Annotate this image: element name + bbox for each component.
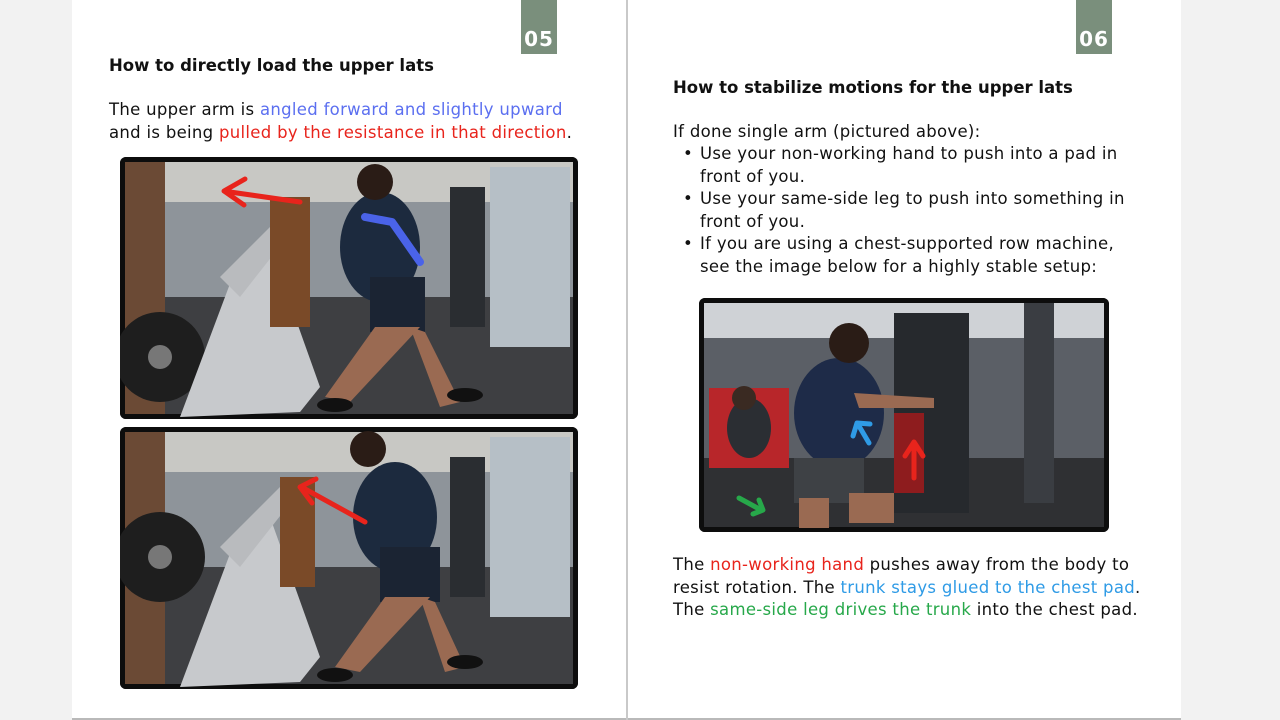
list-item: • Use your non-working hand to push into a pad in front of you. — [673, 143, 1143, 188]
caption-highlight-blue: trunk stays glued to the chest pad — [840, 577, 1136, 597]
left-page — [72, 0, 626, 720]
caption-text: pushes away from the body to resist rotation. The — [673, 555, 1130, 597]
stabilization-tips-list — [673, 143, 1143, 278]
page-number-05: 05 — [521, 0, 557, 54]
setup-caption — [673, 554, 1143, 622]
caption-text: . The — [673, 577, 1141, 619]
list-intro: If done single arm (pictured above): — [673, 122, 981, 141]
photo-single-arm-row-start — [120, 157, 578, 419]
left-intro-paragraph — [109, 99, 609, 144]
intro-highlight-blue: angled forward and slightly upward — [259, 100, 563, 119]
caption-text: The — [673, 555, 711, 574]
left-heading: How to directly load the upper lats — [109, 56, 434, 75]
intro-middle: and is being — [109, 122, 219, 142]
list-item: • Use your same-side leg to push into something in front of you. — [673, 188, 1143, 233]
caption-highlight-red: non-working hand — [710, 555, 865, 574]
intro-highlight-red: pulled by the resistance in that direction — [219, 122, 567, 142]
page-number-06: 06 — [1076, 0, 1112, 54]
photo-chest-supported-row — [699, 298, 1109, 532]
caption-highlight-green: same-side leg drives the trunk — [710, 600, 972, 619]
intro-suffix: . — [566, 122, 573, 142]
intro-prefix: The upper arm is — [109, 100, 260, 119]
right-heading: How to stabilize motions for the upper lats — [673, 78, 1073, 97]
caption-text: into the chest pad. — [971, 600, 1138, 619]
right-page — [628, 0, 1181, 720]
photo-single-arm-row-finish — [120, 427, 578, 689]
list-item: • If you are using a chest-supported row machine, see the image below for a highly stable setup: — [673, 233, 1143, 278]
